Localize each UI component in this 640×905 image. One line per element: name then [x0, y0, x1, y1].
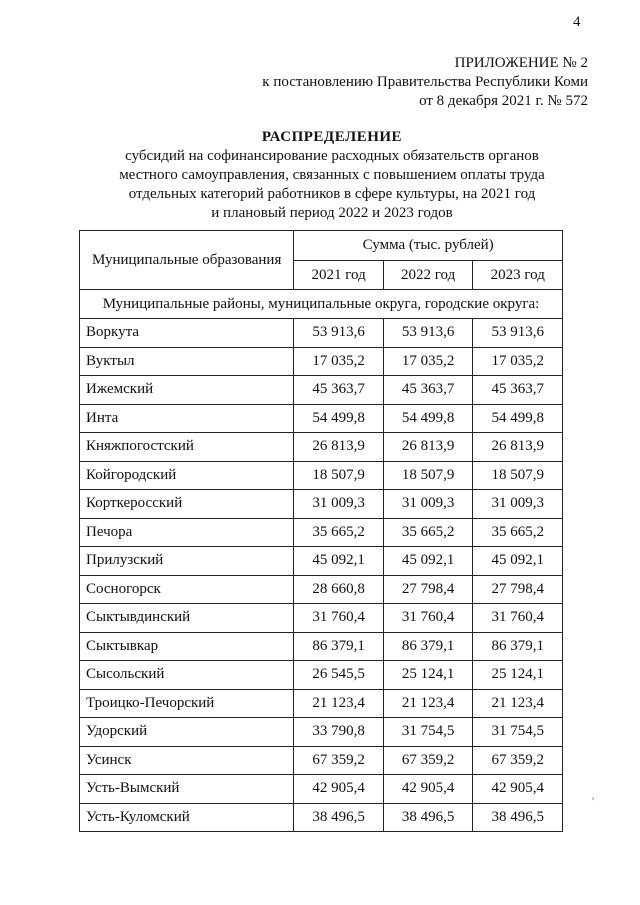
- header-municipalities: Муниципальные образования: [80, 231, 294, 290]
- municipality-name: Троицко-Печорский: [80, 689, 294, 718]
- annex-resolution: к постановлению Правительства Республики Коми: [262, 74, 588, 90]
- subsidy-table: [79, 230, 563, 832]
- municipality-name: Сыктывкар: [80, 632, 294, 661]
- value-2022: 54 499,8: [383, 404, 473, 433]
- value-2021: 86 379,1: [294, 632, 384, 661]
- value-2022: 45 363,7: [383, 376, 473, 405]
- value-2022: 25 124,1: [383, 661, 473, 690]
- value-2022: 38 496,5: [383, 803, 473, 832]
- value-2022: 67 359,2: [383, 746, 473, 775]
- header-year-2023: 2023 год: [473, 261, 563, 290]
- value-2022: 42 905,4: [383, 775, 473, 804]
- value-2021: 42 905,4: [294, 775, 384, 804]
- municipality-name: Удорский: [80, 718, 294, 747]
- value-2023: 21 123,4: [473, 689, 563, 718]
- table-row: [80, 746, 563, 775]
- value-2021: 38 496,5: [294, 803, 384, 832]
- section-label: Муниципальные районы, муниципальные округа, городские округа:: [80, 290, 563, 319]
- value-2023: 67 359,2: [473, 746, 563, 775]
- table-row: [80, 347, 563, 376]
- municipality-name: Воркута: [80, 319, 294, 348]
- table-row: [80, 461, 563, 490]
- stray-mark: ': [592, 794, 595, 808]
- value-2021: 26 545,5: [294, 661, 384, 690]
- table-row: [80, 575, 563, 604]
- document-title-block: [0, 128, 640, 223]
- municipality-name: Сыктывдинский: [80, 604, 294, 633]
- municipality-name: Усинск: [80, 746, 294, 775]
- value-2021: 28 660,8: [294, 575, 384, 604]
- table-row: [80, 803, 563, 832]
- table-row: [80, 547, 563, 576]
- value-2023: 31 760,4: [473, 604, 563, 633]
- table-row: [80, 718, 563, 747]
- value-2021: 35 665,2: [294, 518, 384, 547]
- value-2022: 53 913,6: [383, 319, 473, 348]
- value-2022: 18 507,9: [383, 461, 473, 490]
- value-2023: 18 507,9: [473, 461, 563, 490]
- municipality-name: Инта: [80, 404, 294, 433]
- value-2023: 45 363,7: [473, 376, 563, 405]
- value-2021: 17 035,2: [294, 347, 384, 376]
- municipality-name: Прилузский: [80, 547, 294, 576]
- table-row: [80, 689, 563, 718]
- table-row: [80, 604, 563, 633]
- table-row: [80, 490, 563, 519]
- header-year-2021: 2021 год: [294, 261, 384, 290]
- value-2023: 17 035,2: [473, 347, 563, 376]
- table-row: [80, 775, 563, 804]
- table-header-row: [80, 231, 563, 261]
- header-sum: Сумма (тыс. рублей): [294, 231, 563, 261]
- value-2021: 31 009,3: [294, 490, 384, 519]
- value-2023: 45 092,1: [473, 547, 563, 576]
- municipality-name: Койгородский: [80, 461, 294, 490]
- value-2023: 27 798,4: [473, 575, 563, 604]
- value-2023: 42 905,4: [473, 775, 563, 804]
- value-2023: 26 813,9: [473, 433, 563, 462]
- municipality-name: Сысольский: [80, 661, 294, 690]
- municipality-name: Усть-Куломский: [80, 803, 294, 832]
- municipality-name: Княжпогостский: [80, 433, 294, 462]
- value-2023: 31 009,3: [473, 490, 563, 519]
- value-2021: 21 123,4: [294, 689, 384, 718]
- value-2022: 31 009,3: [383, 490, 473, 519]
- value-2021: 67 359,2: [294, 746, 384, 775]
- value-2023: 35 665,2: [473, 518, 563, 547]
- value-2022: 86 379,1: [383, 632, 473, 661]
- value-2022: 31 760,4: [383, 604, 473, 633]
- annex-block: [262, 54, 588, 111]
- value-2023: 53 913,6: [473, 319, 563, 348]
- municipality-name: Ижемский: [80, 376, 294, 405]
- value-2021: 18 507,9: [294, 461, 384, 490]
- value-2022: 21 123,4: [383, 689, 473, 718]
- value-2022: 26 813,9: [383, 433, 473, 462]
- document-subtitle-line-1: субсидий на софинансирование расходных обязательств органов: [125, 148, 539, 164]
- section-row: [80, 290, 563, 319]
- value-2021: 45 092,1: [294, 547, 384, 576]
- page-number: 4: [573, 14, 581, 30]
- table-row: [80, 518, 563, 547]
- municipality-name: Усть-Вымский: [80, 775, 294, 804]
- value-2021: 33 790,8: [294, 718, 384, 747]
- document-heading: РАСПРЕДЕЛЕНИЕ: [261, 129, 403, 145]
- municipality-name: Корткеросский: [80, 490, 294, 519]
- value-2023: 25 124,1: [473, 661, 563, 690]
- table-row: [80, 404, 563, 433]
- municipality-name: Вуктыл: [80, 347, 294, 376]
- municipality-name: Сосногорск: [80, 575, 294, 604]
- value-2022: 31 754,5: [383, 718, 473, 747]
- value-2023: 54 499,8: [473, 404, 563, 433]
- value-2022: 35 665,2: [383, 518, 473, 547]
- value-2022: 45 092,1: [383, 547, 473, 576]
- value-2023: 38 496,5: [473, 803, 563, 832]
- document-subtitle-line-3: отдельных категорий работников в сфере культуры, на 2021 год: [128, 186, 536, 202]
- table-row: [80, 661, 563, 690]
- value-2022: 17 035,2: [383, 347, 473, 376]
- value-2022: 27 798,4: [383, 575, 473, 604]
- document-subtitle-line-2: местного самоуправления, связанных с повышением оплаты труда: [119, 167, 545, 183]
- value-2021: 45 363,7: [294, 376, 384, 405]
- annex-label: ПРИЛОЖЕНИЕ № 2: [454, 55, 588, 71]
- table-row: [80, 632, 563, 661]
- header-year-2022: 2022 год: [383, 261, 473, 290]
- table-row: [80, 376, 563, 405]
- municipality-name: Печора: [80, 518, 294, 547]
- document-subtitle-line-4: и плановый период 2022 и 2023 годов: [211, 205, 453, 221]
- value-2021: 31 760,4: [294, 604, 384, 633]
- value-2023: 86 379,1: [473, 632, 563, 661]
- annex-date: от 8 декабря 2021 г. № 572: [419, 93, 588, 109]
- value-2021: 53 913,6: [294, 319, 384, 348]
- table-row: [80, 319, 563, 348]
- value-2021: 54 499,8: [294, 404, 384, 433]
- table-row: [80, 433, 563, 462]
- value-2023: 31 754,5: [473, 718, 563, 747]
- value-2021: 26 813,9: [294, 433, 384, 462]
